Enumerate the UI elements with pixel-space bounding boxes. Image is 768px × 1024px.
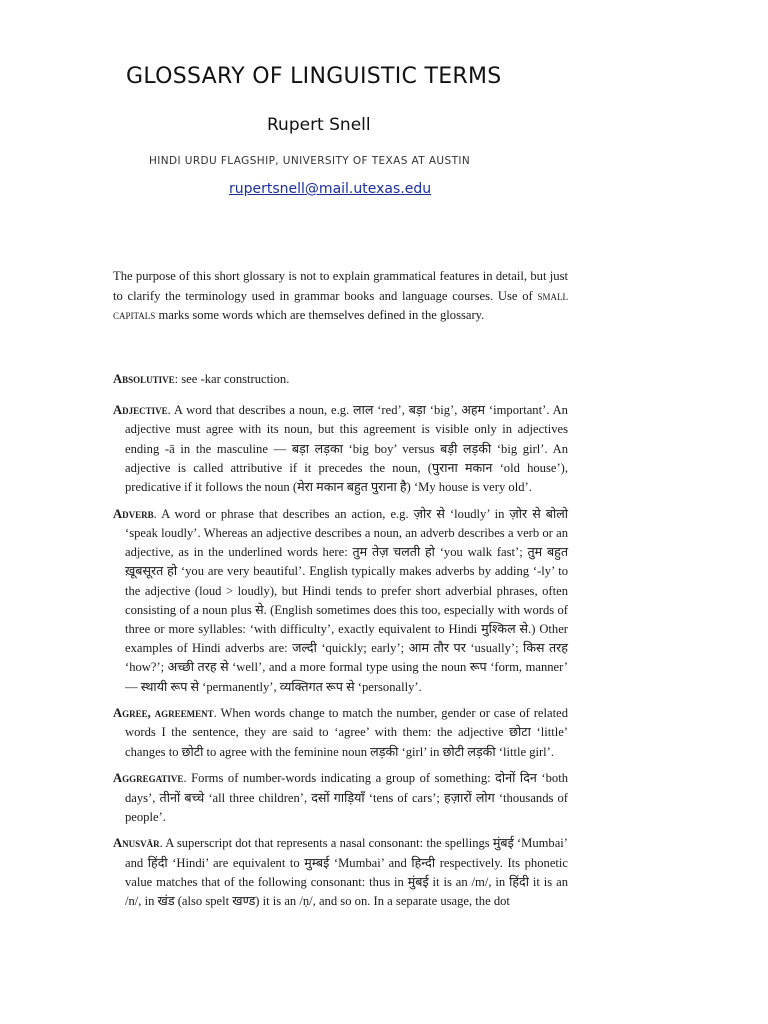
glossary-entry-aggregative: Aggregative. Forms of number-words indicating a group of something: दोनों दिन ‘both days’, तीनों बच्चे ‘all three children’, दसों गाड़ियाँ ‘tens of cars’; हज़ारों लोग ‘thousands of people’. xyxy=(113,771,568,824)
entry-term: Adverb xyxy=(113,506,154,521)
entry-definition: A word or phrase that describes an action, e.g. ज़ोर से ‘loudly’ in ज़ोर से बोलो ‘speak loudly’. Whereas an adjective describes a noun, an adverb describes a verb or an adjective, as in the underlined words here: तुम तेज़ चलती हो ‘you walk fast’; तुम बहुत ख़ूबसूरत हो ‘you are very beautiful’. English typically makes adverbs by adding ‘-ly’ to the adjective (loud > loudly), but Hindi tends to prefer short adverbial phrases, often consisting of a noun plus से. (English sometimes does this too, especially with words of three or more syllables: ‘with difficulty’, exactly equivalent to Hindi मुश्किल से.) Other examples of Hindi adverbs are: जल्दी ‘quickly; early’; आम तौर पर ‘usually’; किस तरह ‘how?’; अच्छी तरह से ‘well’, and a more formal type using the noun रूप ‘form, manner’ — स्थायी रूप से ‘permanently’, व्यक्तिगत रूप से ‘personally’. xyxy=(125,506,569,694)
intro-paragraph xyxy=(113,267,568,326)
glossary-entry-agree: Agree, agreement. When words change to match the number, gender or case of related words I the sentence, they are said to ‘agree’ with them: the adjective छोटा ‘little’ changes to छोटी to agree with the feminine noun लड़की ‘girl’ in छोटी लड़की ‘little girl’. xyxy=(113,706,568,759)
glossary-entry-absolutive: Absolutive: see -kar construction. xyxy=(113,372,290,386)
document-title: GLOSSARY OF LINGUISTIC TERMS xyxy=(126,64,502,89)
glossary-entries xyxy=(113,370,568,919)
glossary-entry-anusvar: Anusvār. A superscript dot that represents a nasal consonant: the spellings मुंबई ‘Mumbai’ and हिंदी ‘Hindi’ are equivalent to मुम्बई ‘Mumbai’ and हिन्दी respectively. Its phonetic value matches that of the following consonant: thus in मुंबई it is an /m/, in हिंदी it is an /n/, in खंड (also spelt खण्ड) it is an /ṇ/, and so on. In a separate usage, the dot xyxy=(113,836,569,909)
entry-definition: A word that describes a noun, e.g. लाल ‘red’, बड़ा ‘big’, अहम ‘important’. An adjective must agree with its noun, but this agreement is visible only in adjectives ending -ā in the masculine — बड़ा लड़का ‘big boy’ versus बड़ी लड़की ‘big girl’. An adjective is called attributive if it precedes the noun, (पुराना मकान ‘old house’), predicative if it follows the noun (मेरा मकान बहुत पुराना है) ‘My house is very old’. xyxy=(125,403,568,495)
glossary-entry-adverb: Adverb. A word or phrase that describes an action, e.g. ज़ोर से ‘loudly’ in ज़ोर से बोलो ‘speak loudly’. Whereas an adjective describes a noun, an adverb describes a verb or an adjective, as in the underlined words here: तुम तेज़ चलती हो ‘you walk fast’; तुम बहुत ख़ूबसूरत हो ‘you are very beautiful’. English typically makes adverbs by adding ‘-ly’ to the adjective (loud > loudly), but Hindi tends to prefer short adverbial phrases, often consisting of a noun plus से. (English sometimes does this too, especially with words of three or more syllables: ‘with difficulty’, exactly equivalent to Hindi मुश्किल से.) Other examples of Hindi adverbs are: जल्दी ‘quickly; early’; आम तौर पर ‘usually’; किस तरह ‘how?’; अच्छी तरह से ‘well’, and a more formal type using the noun रूप ‘form, manner’ — स्थायी रूप से ‘permanently’, व्यक्तिगत रूप से ‘personally’. xyxy=(113,506,569,694)
entry-term: Agree, agreement xyxy=(113,706,214,721)
glossary-entry-adjective: Adjective. A word that describes a noun, e.g. लाल ‘red’, बड़ा ‘big’, अहम ‘important’. An adjective must agree with its noun, but this agreement is visible only in adjectives ending -ā in the masculine — बड़ा लड़का ‘big boy’ versus बड़ी लड़की ‘big girl’. An adjective is called attributive if it precedes the noun, (पुराना मकान ‘old house’), predicative if it follows the noun (मेरा मकान बहुत पुराना है) ‘My house is very old’. xyxy=(113,403,568,495)
entry-definition: When words change to match the number, gender or case of related words I the sentence, they are said to ‘agree’ with them: the adjective छोटा ‘little’ changes to छोटी to agree with the feminine noun लड़की ‘girl’ in छोटी लड़की ‘little girl’. xyxy=(125,706,568,759)
intro-small-caps: small capitals xyxy=(113,288,568,323)
entry-definition: A superscript dot that represents a nasal consonant: the spellings मुंबई ‘Mumbai’ and हिंदी ‘Hindi’ are equivalent to मुम्बई ‘Mumbai’ and हिन्दी respectively. Its phonetic value matches that of the following consonant: thus in मुंबई it is an /m/, in हिंदी it is an /n/, in खंड (also spelt खण्ड) it is an /ṇ/, and so on. In a separate usage, the dot xyxy=(125,836,569,909)
email-link[interactable]: rupertsnell@mail.utexas.edu xyxy=(229,181,432,197)
entry-definition: see -kar construction. xyxy=(181,372,290,386)
entry-definition: Forms of number-words indicating a group of something: दोनों दिन ‘both days’, तीनों बच्चे ‘all three children’, दसों गाड़ियाँ ‘tens of cars’; हज़ारों लोग ‘thousands of people’. xyxy=(125,771,568,824)
entry-term: Aggregative xyxy=(113,771,184,786)
entry-term: Absolutive xyxy=(113,372,175,386)
author-name: Rupert Snell xyxy=(267,115,371,135)
intro-text-2: marks some words which are themselves defined in the glossary. xyxy=(155,308,485,323)
intro-text-1: The purpose of this short glossary is not to explain grammatical features in detail, but just to clarify the terminology used in grammar books and language courses. Use of xyxy=(113,269,568,303)
affiliation: HINDI URDU FLAGSHIP, UNIVERSITY OF TEXAS AT AUSTIN xyxy=(149,155,471,167)
entry-term: Anusvār xyxy=(113,836,160,851)
entry-term: Adjective xyxy=(113,403,168,418)
